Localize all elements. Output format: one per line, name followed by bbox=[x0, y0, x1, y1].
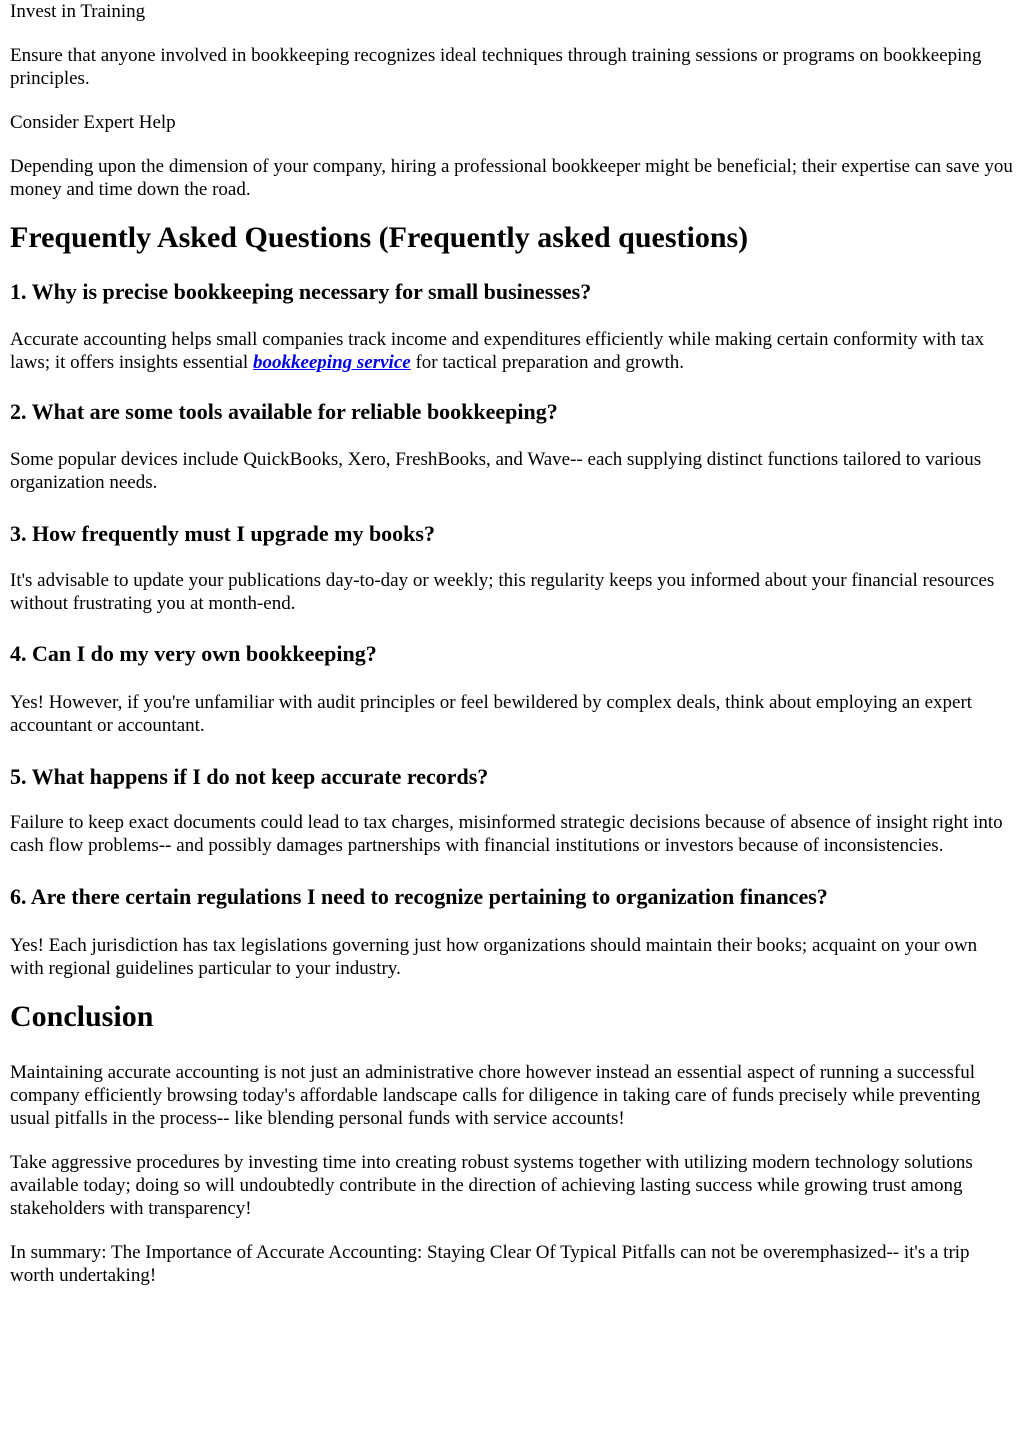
conclusion-paragraph-2: Take aggressive procedures by investing time into creating robust systems together with utilizing modern technology solutions available today; doing so will undoubtedly contribute in the direction of achieving lasting success while growing trust among stakeholders with transparency! bbox=[10, 1152, 973, 1219]
faq-question-6: 6. Are there certain regulations I need to recognize pertaining to organization finances? bbox=[10, 884, 828, 909]
faq-question-5: 5. What happens if I do not keep accurate records? bbox=[10, 764, 489, 789]
faq-answer-1 bbox=[10, 328, 1014, 374]
faq-answer-4: Yes! However, if you're unfamiliar with audit principles or feel bewildered by complex deals, think about employing an expert accountant or accountant. bbox=[10, 692, 973, 736]
faq-answer-3: It's advisable to update your publications day-to-day or weekly; this regularity keeps you informed about your financial resources without frustrating you at month-end. bbox=[10, 570, 995, 614]
faq-question-2: 2. What are some tools available for reliable bookkeeping? bbox=[10, 399, 558, 424]
section-title-consider-expert-help: Consider Expert Help bbox=[10, 112, 176, 133]
faq-answer-5: Failure to keep exact documents could lead to tax charges, misinformed strategic decisions because of absence of insight right into cash flow problems-- and possibly damages partnerships with financial institutions or investors because of inconsistencies. bbox=[10, 812, 1003, 856]
faq-answer-1-text-after-link: for tactical preparation and growth. bbox=[410, 352, 684, 373]
faq-question-3: 3. How frequently must I upgrade my books? bbox=[10, 521, 435, 546]
conclusion-heading: Conclusion bbox=[10, 1000, 154, 1033]
section-body-consider-expert-help: Depending upon the dimension of your company, hiring a professional bookkeeper might be beneficial; their expertise can save you money and time down the road. bbox=[10, 156, 1013, 200]
faq-heading: Frequently Asked Questions (Frequently asked questions) bbox=[10, 221, 749, 254]
faq-question-4: 4. Can I do my very own bookkeeping? bbox=[10, 641, 377, 666]
faq-answer-6: Yes! Each jurisdiction has tax legislations governing just how organizations should maintain their books; acquaint on your own with regional guidelines particular to your industry. bbox=[10, 935, 978, 979]
conclusion-paragraph-3: In summary: The Importance of Accurate Accounting: Staying Clear Of Typical Pitfalls can not be overemphasized-- it's a trip worth undertaking! bbox=[10, 1242, 970, 1286]
section-body-invest-in-training: Ensure that anyone involved in bookkeeping recognizes ideal techniques through training sessions or programs on bookkeeping principles. bbox=[10, 45, 982, 89]
faq-question-1: 1. Why is precise bookkeeping necessary for small businesses? bbox=[10, 279, 592, 304]
faq-answer-1-text-before-link: Accurate accounting helps small companies track income and expenditures efficiently while making certain conformity with tax laws; it offers insights essential bbox=[10, 329, 985, 373]
section-title-invest-in-training: Invest in Training bbox=[10, 1, 146, 22]
bookkeeping-service-link[interactable]: bookkeeping service bbox=[252, 352, 411, 373]
faq-answer-2: Some popular devices include QuickBooks, Xero, FreshBooks, and Wave-- each supplying distinct functions tailored to various organization needs. bbox=[10, 449, 982, 493]
conclusion-paragraph-1: Maintaining accurate accounting is not just an administrative chore however instead an essential aspect of running a successful company efficiently browsing today's affordable landscape calls for diligence in taking care of funds precisely while preventing usual pitfalls in the process-- like blending personal funds with service accounts! bbox=[10, 1062, 981, 1129]
